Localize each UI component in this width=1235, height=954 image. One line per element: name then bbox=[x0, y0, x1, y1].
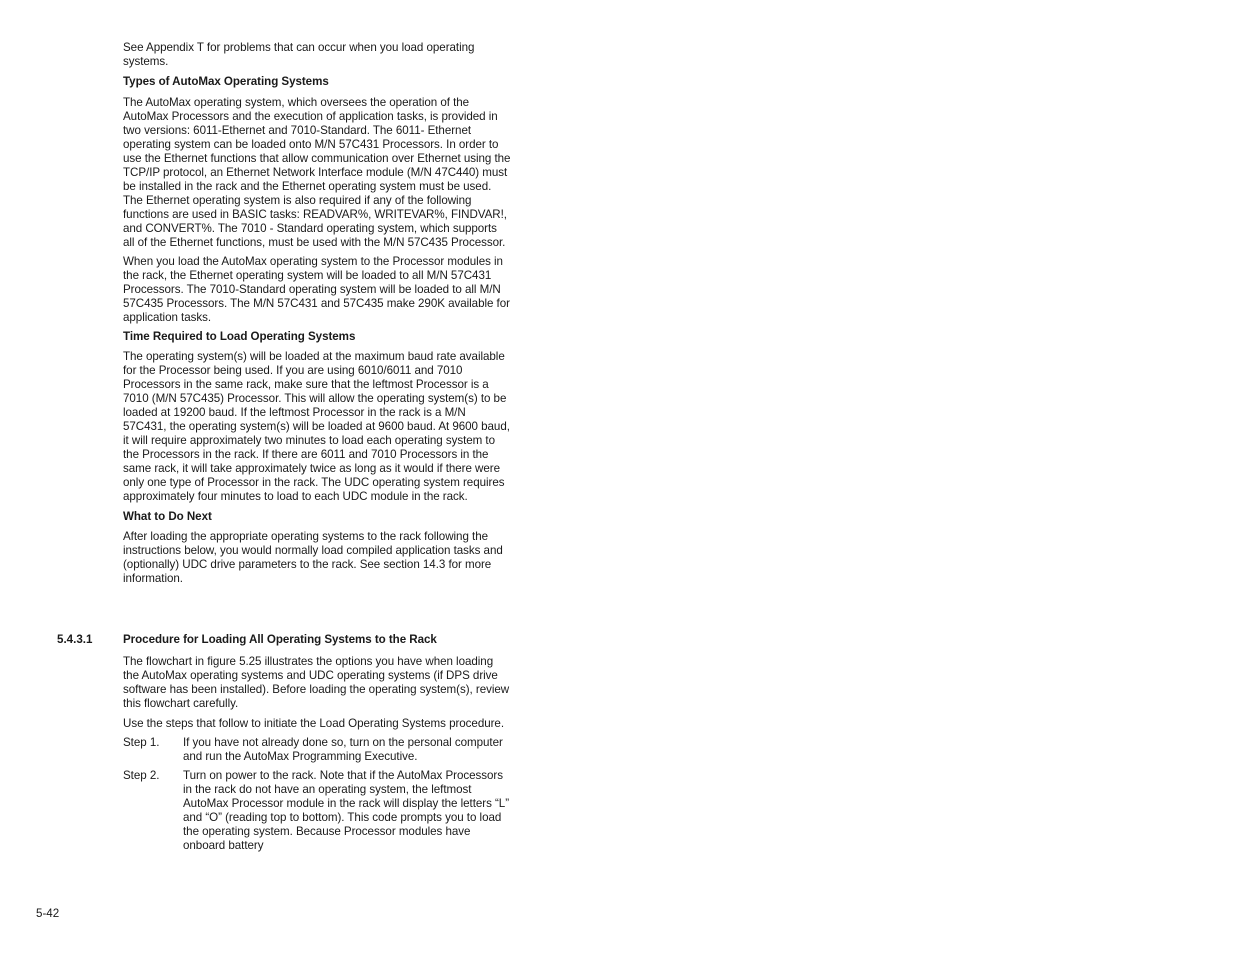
time-paragraph-1: The operating system(s) will be loaded at the maximum baud rate available for the Processor being used. If you are using 6010/6011 and 7010 Processors in the same rack, make sure that the leftmost Processor is a 7010 (M/N 57C435) Processor. This will allow the operating system(s) to be loaded at 19200 baud. If the leftmost Processor in the rack is a M/N 57C431, the operating system(s) will be loaded at 9600 baud. At 9600 baud, it will require approximately two minutes to load each operating system to the Processors in the rack. If there are 6011 and 7010 Processors in the same rack, it will take approximately twice as long as it would if there were only one type of Processor in the rack. The UDC operating system requires approximately four minutes to load to each UDC module in the rack. bbox=[123, 350, 510, 503]
step-label: Step 2. bbox=[123, 769, 160, 782]
types-paragraph-2: When you load the AutoMax operating system to the Processor modules in the rack, the Ethernet operating system will be loaded to all M/N 57C431 Processors. The 7010-Standard operating system will be loaded to all M/N 57C435 Processors. The M/N 57C431 and 57C435 make 290K available for application tasks. bbox=[123, 255, 510, 324]
section-number: 5.4.3.1 bbox=[57, 633, 93, 646]
top-text-block bbox=[123, 41, 511, 586]
next-heading: What to Do Next bbox=[123, 510, 212, 523]
section-title: Procedure for Loading All Operating Systems to the Rack bbox=[123, 633, 437, 646]
section-paragraph-2: Use the steps that follow to initiate the Load Operating Systems procedure. bbox=[123, 717, 504, 730]
next-paragraph-1: After loading the appropriate operating systems to the rack following the instructions below, you would normally load compiled application tasks and (optionally) UDC drive parameters to the rack. See section 14.3 for more information. bbox=[123, 530, 503, 585]
section-text-block bbox=[123, 633, 511, 853]
step-label: Step 1. bbox=[123, 736, 160, 749]
step-item bbox=[123, 736, 511, 764]
types-heading: Types of AutoMax Operating Systems bbox=[123, 75, 329, 88]
intro-paragraph: See Appendix T for problems that can occur when you load operating systems. bbox=[123, 41, 475, 68]
page-number: 5-42 bbox=[36, 907, 60, 920]
step-text: Turn on power to the rack. Note that if the AutoMax Processors in the rack do not have an operating system, the leftmost AutoMax Processor module in the rack will display the letters “L” and “O” (reading top to bottom). This code prompts you to load the operating system. Because Processor modules have onboard battery bbox=[183, 769, 510, 852]
types-paragraph-1: The AutoMax operating system, which oversees the operation of the AutoMax Processors and the execution of application tasks, is provided in two versions: 6011-Ethernet and 7010-Standard. The 6011- Ethernet operating system can be loaded onto M/N 57C431 Processors. In order to use the Ethernet functions that allow communication over Ethernet using the TCP/IP protocol, an Ethernet Network Interface module (M/N 47C440) must be installed in the rack and the Ethernet operating system must be used. The Ethernet operating system is also required if any of the following functions are used in BASIC tasks: READVAR%, WRITEVAR%, FINDVAR!, and CONVERT%. The 7010 - Standard operating system, which supports all of the Ethernet functions, must be used with the M/N 57C435 Processor. bbox=[123, 96, 511, 249]
section-paragraph-1: The flowchart in figure 5.25 illustrates the options you have when loading the AutoMax operating systems and UDC operating systems (if DPS drive software has been installed). Before loading the operating system(s), review this flowchart carefully. bbox=[123, 655, 510, 710]
step-item bbox=[123, 769, 511, 853]
time-heading: Time Required to Load Operating Systems bbox=[123, 330, 356, 343]
step-text: If you have not already done so, turn on the personal computer and run the AutoMax Programming Executive. bbox=[183, 736, 503, 763]
